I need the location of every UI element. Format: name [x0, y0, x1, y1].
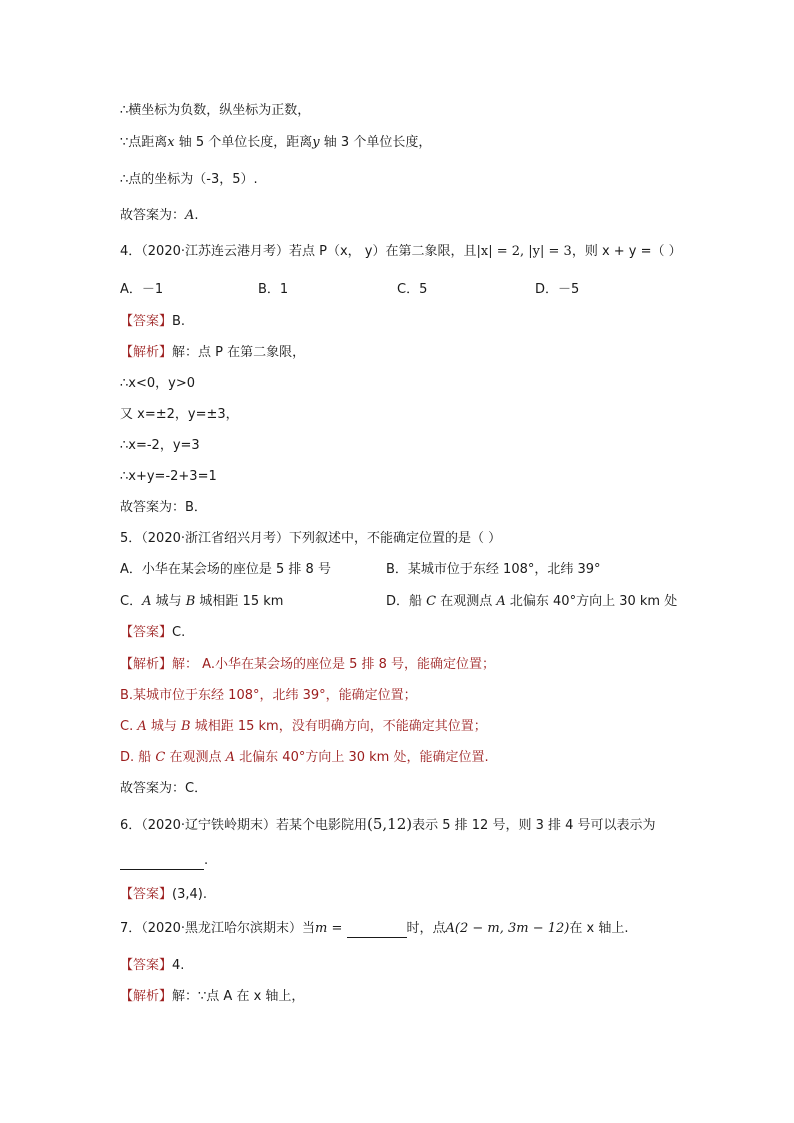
q5-option-b: B．某城市位于东经 108°，北纬 39° [386, 562, 601, 577]
answer-value: 4. [172, 958, 185, 973]
q7-math: A(2 − m, 3m − 12) [445, 921, 570, 936]
q5-option-a: A．小华在某会场的座位是 5 排 8 号 [120, 562, 331, 577]
text: 城与 [151, 594, 186, 609]
q6-blank-line [120, 852, 208, 870]
text: ∵点距离 [120, 135, 168, 150]
text: ，则 x + y =（ ） [571, 244, 682, 259]
q4-step: ∴x+y=-2+3=1 [120, 469, 217, 484]
var: A [142, 594, 152, 609]
text: . [194, 208, 199, 223]
text: 轴 5 个单位长度，距离 [174, 135, 313, 150]
analysis-tag: 【解析】 [120, 657, 173, 672]
q7-answer [120, 957, 184, 975]
q5-option-d [386, 593, 677, 611]
text: D．船 [386, 594, 427, 609]
answer-blank[interactable] [347, 923, 407, 938]
var: C [426, 594, 437, 609]
answer-blank[interactable] [120, 855, 204, 870]
line-3: ∴点的坐标为（-3，5）. [120, 172, 258, 187]
var: A [137, 719, 147, 734]
text: 故答案为： [120, 208, 186, 223]
answer-value: C. [172, 625, 186, 640]
answer-value: (3,4). [172, 887, 207, 902]
q5-option-c [120, 593, 283, 611]
text: D. 船 [120, 750, 156, 765]
analysis-tag: 【解析】 [120, 345, 173, 360]
answer-letter: A [185, 208, 195, 223]
line-1: ∴横坐标为负数，纵坐标为正数， [120, 103, 311, 118]
var: B [181, 719, 191, 734]
text: 北偏东 40°方向上 30 km 处 [505, 594, 678, 609]
q6-stem [120, 815, 656, 835]
text: 7．（2020·黑龙江哈尔滨期末）当 [120, 921, 315, 936]
answer-tag: 【答案】 [120, 625, 173, 640]
text: C. [120, 719, 138, 734]
q5-reason-c [120, 718, 487, 736]
text: 城相距 15 km [195, 594, 284, 609]
q4-step: 故答案为：B． [120, 500, 207, 515]
analysis-text: 解：∵点 A 在 x 轴上， [172, 989, 305, 1004]
text: C． [120, 594, 143, 609]
q5-analysis [120, 656, 495, 674]
text: 时，点 [406, 921, 446, 936]
q5-reason-d [120, 749, 489, 767]
answer-value: B. [172, 314, 186, 329]
text: 在观测点 [436, 594, 497, 609]
q5-stem: 5．（2020·浙江省绍兴月考）下列叙述中，不能确定位置的是（ ） [120, 531, 502, 546]
answer-tag: 【答案】 [120, 958, 173, 973]
q5-reason-b: B.某城市位于东经 108°，北纬 39°，能确定位置； [120, 688, 417, 703]
var: A [496, 594, 506, 609]
q4-answer [120, 313, 185, 331]
q5-conclusion: 故答案为：C． [120, 781, 208, 796]
q4-option-b: B．1 [258, 282, 289, 297]
q4-option-a: A．－1 [120, 282, 164, 297]
var-x: x [167, 135, 175, 150]
answer-tag: 【答案】 [120, 314, 173, 329]
q6-answer [120, 886, 207, 904]
var-m: m [315, 921, 328, 936]
q6-math: (5,12) [367, 815, 413, 833]
q4-step: ∴x=-2，y=3 [120, 438, 200, 453]
var-y: y [312, 135, 320, 150]
var: B [185, 594, 196, 609]
text: 表示 5 排 12 号，则 3 排 4 号可以表示为 [412, 818, 656, 833]
analysis-text: 解： A.小华在某会场的座位是 5 排 8 号，能确定位置； [172, 657, 496, 672]
text: 城相距 15 km，没有明确方向，不能确定其位置； [190, 719, 487, 734]
q4-analysis [120, 344, 305, 362]
answer-tag: 【答案】 [120, 887, 173, 902]
equals: = [327, 921, 347, 936]
text: . [204, 853, 209, 868]
text: 轴 3 个单位长度， [319, 135, 432, 150]
text: 在观测点 [165, 750, 226, 765]
text: 6．（2020·辽宁铁岭期末）若某个电影院用 [120, 818, 367, 833]
q4-stem [120, 243, 682, 261]
var: C [155, 750, 166, 765]
q4-option-d: D．－5 [535, 282, 580, 297]
text: 城与 [146, 719, 181, 734]
q7-stem [120, 920, 628, 938]
q4-option-c: C．5 [397, 282, 428, 297]
q5-answer [120, 624, 185, 642]
text: 4．（2020·江苏连云港月考）若点 P（x， y）在第二象限，且 [120, 244, 477, 259]
line-4 [120, 207, 199, 225]
q4-math: |x| = 2, |y| = 3 [476, 244, 572, 259]
text: 在 x 轴上. [569, 921, 629, 936]
q4-step: 又 x=±2，y=±3， [120, 407, 239, 422]
text: 北偏东 40°方向上 30 km 处，能确定位置. [235, 750, 489, 765]
q4-step: ∴x<0，y>0 [120, 376, 195, 391]
analysis-tag: 【解析】 [120, 989, 173, 1004]
var: A [225, 750, 236, 765]
q7-analysis [120, 988, 304, 1006]
analysis-text: 解：点 P 在第二象限， [172, 345, 306, 360]
line-2 [120, 134, 431, 152]
